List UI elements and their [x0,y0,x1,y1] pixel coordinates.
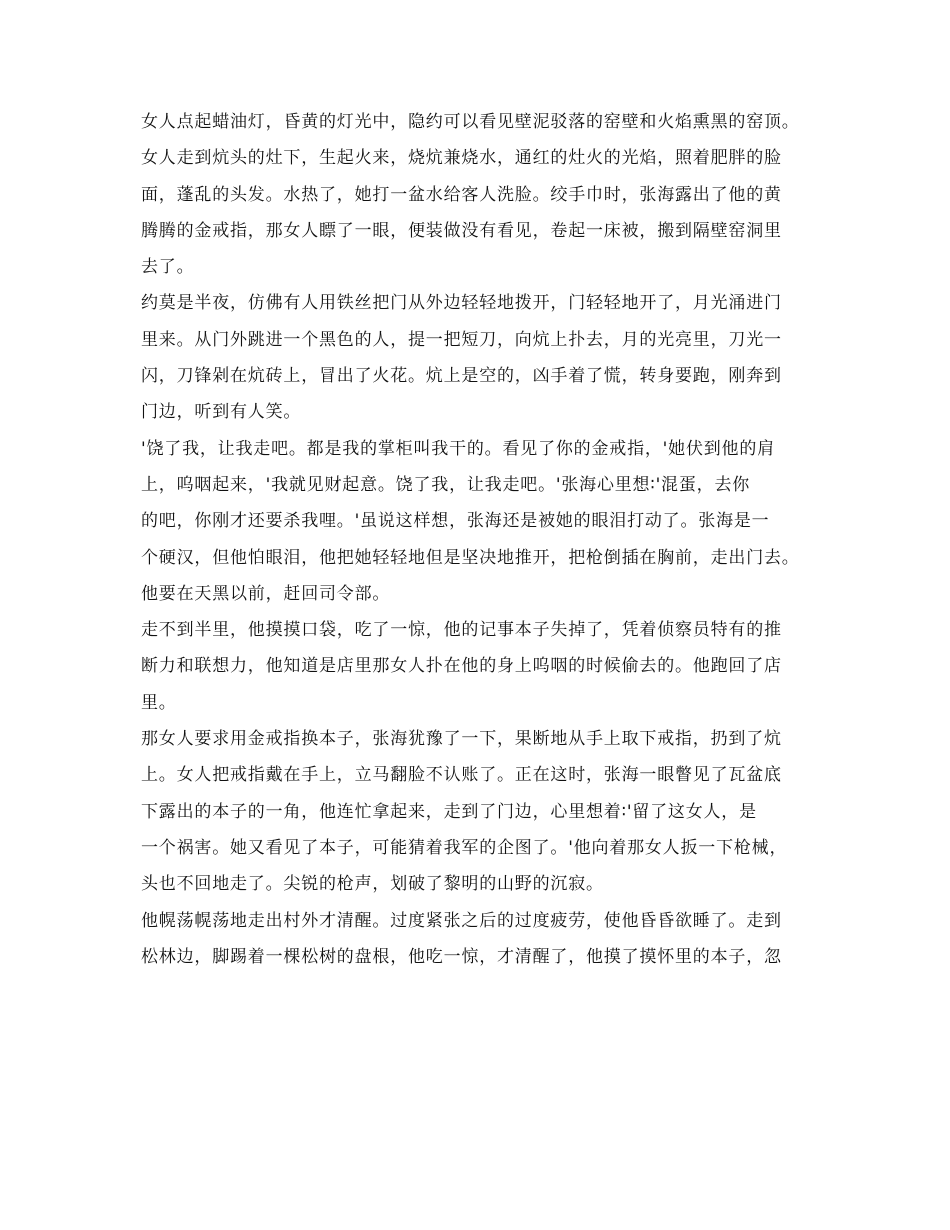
text-line: 女人点起蜡油灯，昏黄的灯光中，隐约可以看见壁泥驳落的窑壁和火焰熏黑的窑顶。 [141,112,800,132]
text-line: 去了。 [141,257,195,278]
text-line: 面，蓬乱的头发。水热了，她打一盆水给客人洗脸。绞手巾时，张海露出了他的黄 [141,184,782,205]
text-line: '饶了我，让我走吧。都是我的掌柜叫我干的。看见了你的金戒指，'她伏到他的肩 [141,438,775,459]
text-line: 上，呜咽起来，'我就见财起意。饶了我，让我走吧。'张海心里想∶'混蛋，去你 [141,474,751,495]
text-line: 女人走到炕头的灶下，生起火来，烧炕兼烧水，通红的灶火的光焰，照着肥胖的脸 [141,148,782,169]
text-line: 他要在天黑以前，赶回司令部。 [141,583,391,604]
text-line: 里来。从门外跳进一个黑色的人，提一把短刀，向炕上扑去，月的光亮里，刀光一 [141,329,782,350]
text-line: 一个祸害。她又看见了本子，可能猜着我军的企图了。'他向着那女人扳一下枪械， [141,837,788,858]
text-line: 头也不回地走了。尖锐的枪声，划破了黎明的山野的沉寂。 [141,874,604,895]
text-line: 闪，刀锋剁在炕砖上，冒出了火花。炕上是空的，凶手着了慌，转身要跑，刚奔到 [141,366,782,387]
document-body [141,104,841,975]
text-line: 里。 [141,692,177,713]
text-line: 门边，听到有人笑。 [141,402,302,423]
text-line: 那女人要求用金戒指换本子，张海犹豫了一下，果断地从手上取下戒指，扔到了炕 [141,729,782,750]
text-line: 个硬汉，但他怕眼泪，他把她轻轻地但是坚决地推开，把枪倒插在胸前，走出门去。 [141,547,800,568]
text-line: 松林边，脚踢着一棵松树的盘根，他吃一惊，才清醒了，他摸了摸怀里的本子，忽 [141,946,782,967]
text-line: 的吧，你刚才还要杀我哩。'虽说这样想，张海还是被她的眼泪打动了。张海是一 [141,511,770,532]
text-line: 上。女人把戒指戴在手上，立马翻脸不认账了。正在这时，张海一眼瞥见了瓦盆底 [141,765,782,786]
text-line: 走不到半里，他摸摸口袋，吃了一惊，他的记事本子失掉了，凭着侦察员特有的推 [141,620,782,641]
text-line: 腾腾的金戒指，那女人瞟了一眼，便装做没有看见，卷起一床被，搬到隔壁窑洞里 [141,220,782,241]
text-line: 断力和联想力，他知道是店里那女人扑在他的身上呜咽的时候偷去的。他跑回了店 [141,656,782,677]
text-line: 约莫是半夜，仿佛有人用铁丝把门从外边轻轻地拨开，门轻轻地开了，月光涌进门 [141,293,782,314]
text-line: 下露出的本子的一角，他连忙拿起来，走到了门边，心里想着∶'留了这女人，是 [141,801,757,822]
text-line: 他幌荡幌荡地走出村外才清醒。过度紧张之后的过度疲劳，使他昏昏欲睡了。走到 [141,910,782,931]
